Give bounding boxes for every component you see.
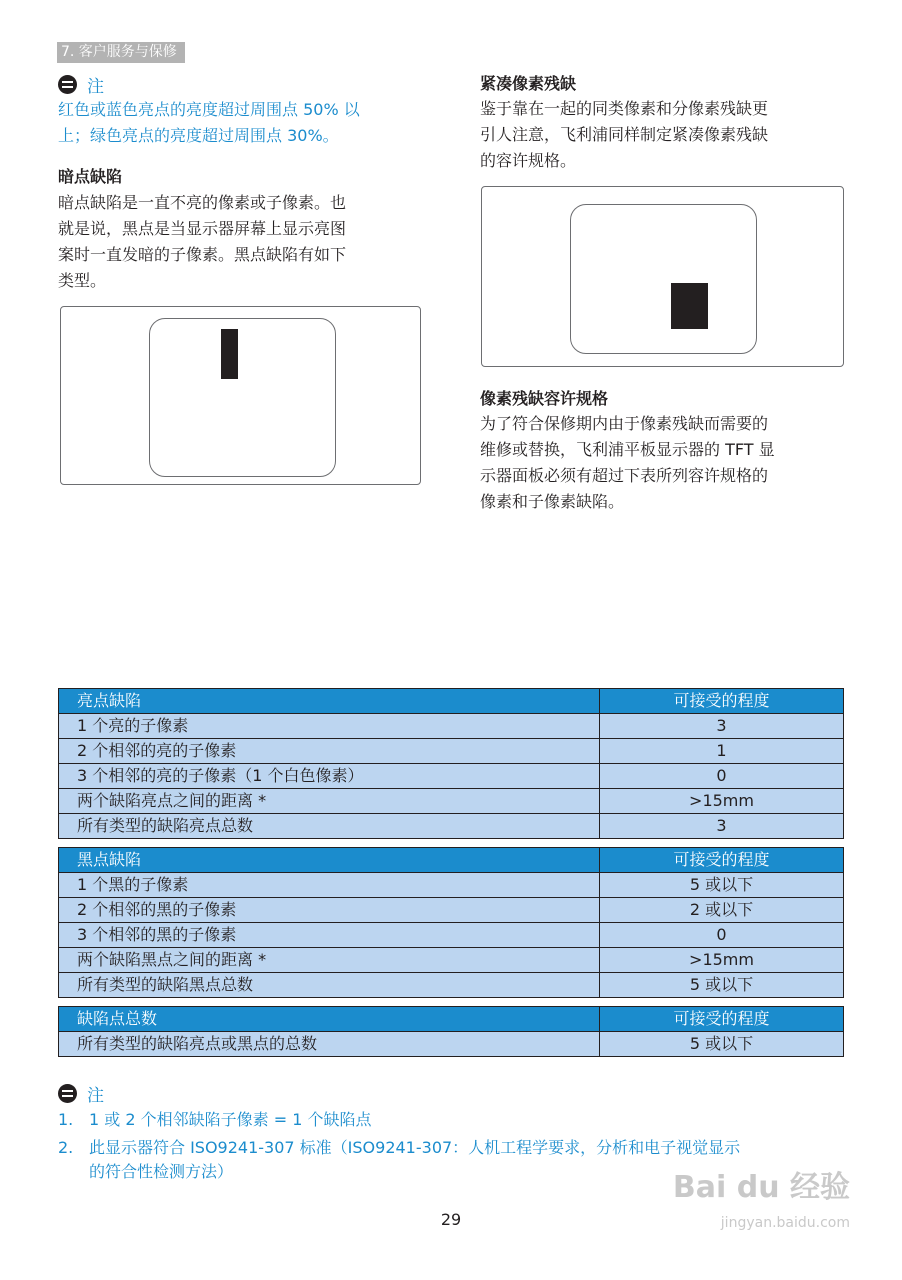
table-row [59,814,844,839]
note-item-line: 的符合性检测方法） [89,1162,234,1181]
table-cell: >15mm [600,948,844,973]
table-cell: 1 个黑的子像素 [59,873,600,898]
table-cell: >15mm [600,789,844,814]
table-cell: 3 个相邻的亮的子像素（1 个白色像素） [59,764,600,789]
table-row [59,923,844,948]
note-text-line: 红色或蓝色亮点的亮度超过周围点 50% 以 [58,100,360,119]
tolerance-title: 像素残缺容许规格 [480,389,609,408]
table-header-cell: 可接受的程度 [600,689,844,714]
table-cell: 0 [600,923,844,948]
table-row [59,764,844,789]
note-label: 注 [87,1086,104,1106]
watermark-url: jingyan.baidu.com [720,1215,850,1231]
table-cell: 两个缺陷黑点之间的距离 * [59,948,600,973]
paragraph-line: 为了符合保修期内由于像素残缺而需要的 [480,414,769,433]
paragraph-line: 像素和子像素缺陷。 [480,492,625,511]
table-header-cell: 可接受的程度 [600,1007,844,1032]
watermark-brand: Bai du 经验 [672,1170,850,1205]
table-cell: 2 个相邻的亮的子像素 [59,739,600,764]
table-row [59,898,844,923]
proximity-illustration [481,186,844,367]
table-header-row [59,689,844,714]
table-cell: 两个缺陷亮点之间的距离 * [59,789,600,814]
paragraph-line: 暗点缺陷是一直不亮的像素或子像素。也 [58,193,347,212]
table-cell: 2 个相邻的黑的子像素 [59,898,600,923]
table-cell: 所有类型的缺陷亮点总数 [59,814,600,839]
note-icon [58,1084,77,1103]
dark-dot-illustration [60,306,421,485]
table-row [59,948,844,973]
table-row [59,973,844,998]
tolerance-paragraph [480,411,845,515]
monitor-screen [149,318,336,477]
table-header-cell: 亮点缺陷 [59,689,600,714]
note-item-line: 此显示器符合 ISO9241-307 标准（ISO9241-307：人机工程学要求，分析和电子视觉显示 [89,1138,741,1157]
table-cell: 3 个相邻的黑的子像素 [59,923,600,948]
bright-dot-table [58,688,844,839]
proximity-title: 紧凑像素残缺 [480,74,577,93]
table-header-cell: 黑点缺陷 [59,848,600,873]
paragraph-line: 就是说，黑点是当显示器屏幕上显示亮图 [58,219,347,238]
dark-dot-title: 暗点缺陷 [58,167,123,186]
paragraph-line: 维修或替换，飞利浦平板显示器的 TFT 显 [480,440,775,459]
paragraph-line: 鉴于靠在一起的同类像素和分像素残缺更 [480,99,769,118]
table-row [59,789,844,814]
total-dot-table [58,1006,844,1057]
dark-dot-paragraph [58,190,418,294]
note-item-number: 2. [58,1138,74,1157]
table-cell: 3 [600,714,844,739]
table-row [59,714,844,739]
note-icon [58,75,77,94]
table-header-cell: 缺陷点总数 [59,1007,600,1032]
paragraph-line: 的容许规格。 [480,151,577,170]
paragraph-line: 案时一直发暗的子像素。黑点缺陷有如下 [58,245,347,264]
note-item [58,1108,848,1132]
proximity-paragraph [480,96,845,174]
paragraph-line: 类型。 [58,271,107,290]
paragraph-line: 引人注意，飞利浦同样制定紧凑像素残缺 [480,125,769,144]
table-cell: 3 [600,814,844,839]
table-row [59,873,844,898]
monitor-screen [570,204,757,354]
note-text [58,97,360,149]
note-item-number: 1. [58,1110,74,1129]
section-tag: 7. 客户服务与保修 [57,42,185,63]
table-row [59,739,844,764]
black-dot-table [58,847,844,998]
dark-subpixel [221,329,238,379]
table-cell: 所有类型的缺陷黑点总数 [59,973,600,998]
table-cell: 1 个亮的子像素 [59,714,600,739]
table-cell: 所有类型的缺陷亮点或黑点的总数 [59,1032,600,1057]
dark-pixel-cluster [671,283,708,329]
note-item-line: 1 或 2 个相邻缺陷子像素 = 1 个缺陷点 [89,1110,372,1129]
bottom-note-heading [58,1081,104,1106]
note-label: 注 [87,77,104,97]
note-heading [58,72,104,97]
table-cell: 0 [600,764,844,789]
table-cell: 5 或以下 [600,973,844,998]
table-cell: 2 或以下 [600,898,844,923]
table-cell: 5 或以下 [600,1032,844,1057]
table-header-row [59,848,844,873]
paragraph-line: 示器面板必须有超过下表所列容许规格的 [480,466,769,485]
page-number: 29 [440,1210,462,1229]
table-header-cell: 可接受的程度 [600,848,844,873]
note-text-line: 上；绿色亮点的亮度超过周围点 30%。 [58,126,339,145]
table-cell: 1 [600,739,844,764]
table-header-row [59,1007,844,1032]
table-row [59,1032,844,1057]
table-cell: 5 或以下 [600,873,844,898]
